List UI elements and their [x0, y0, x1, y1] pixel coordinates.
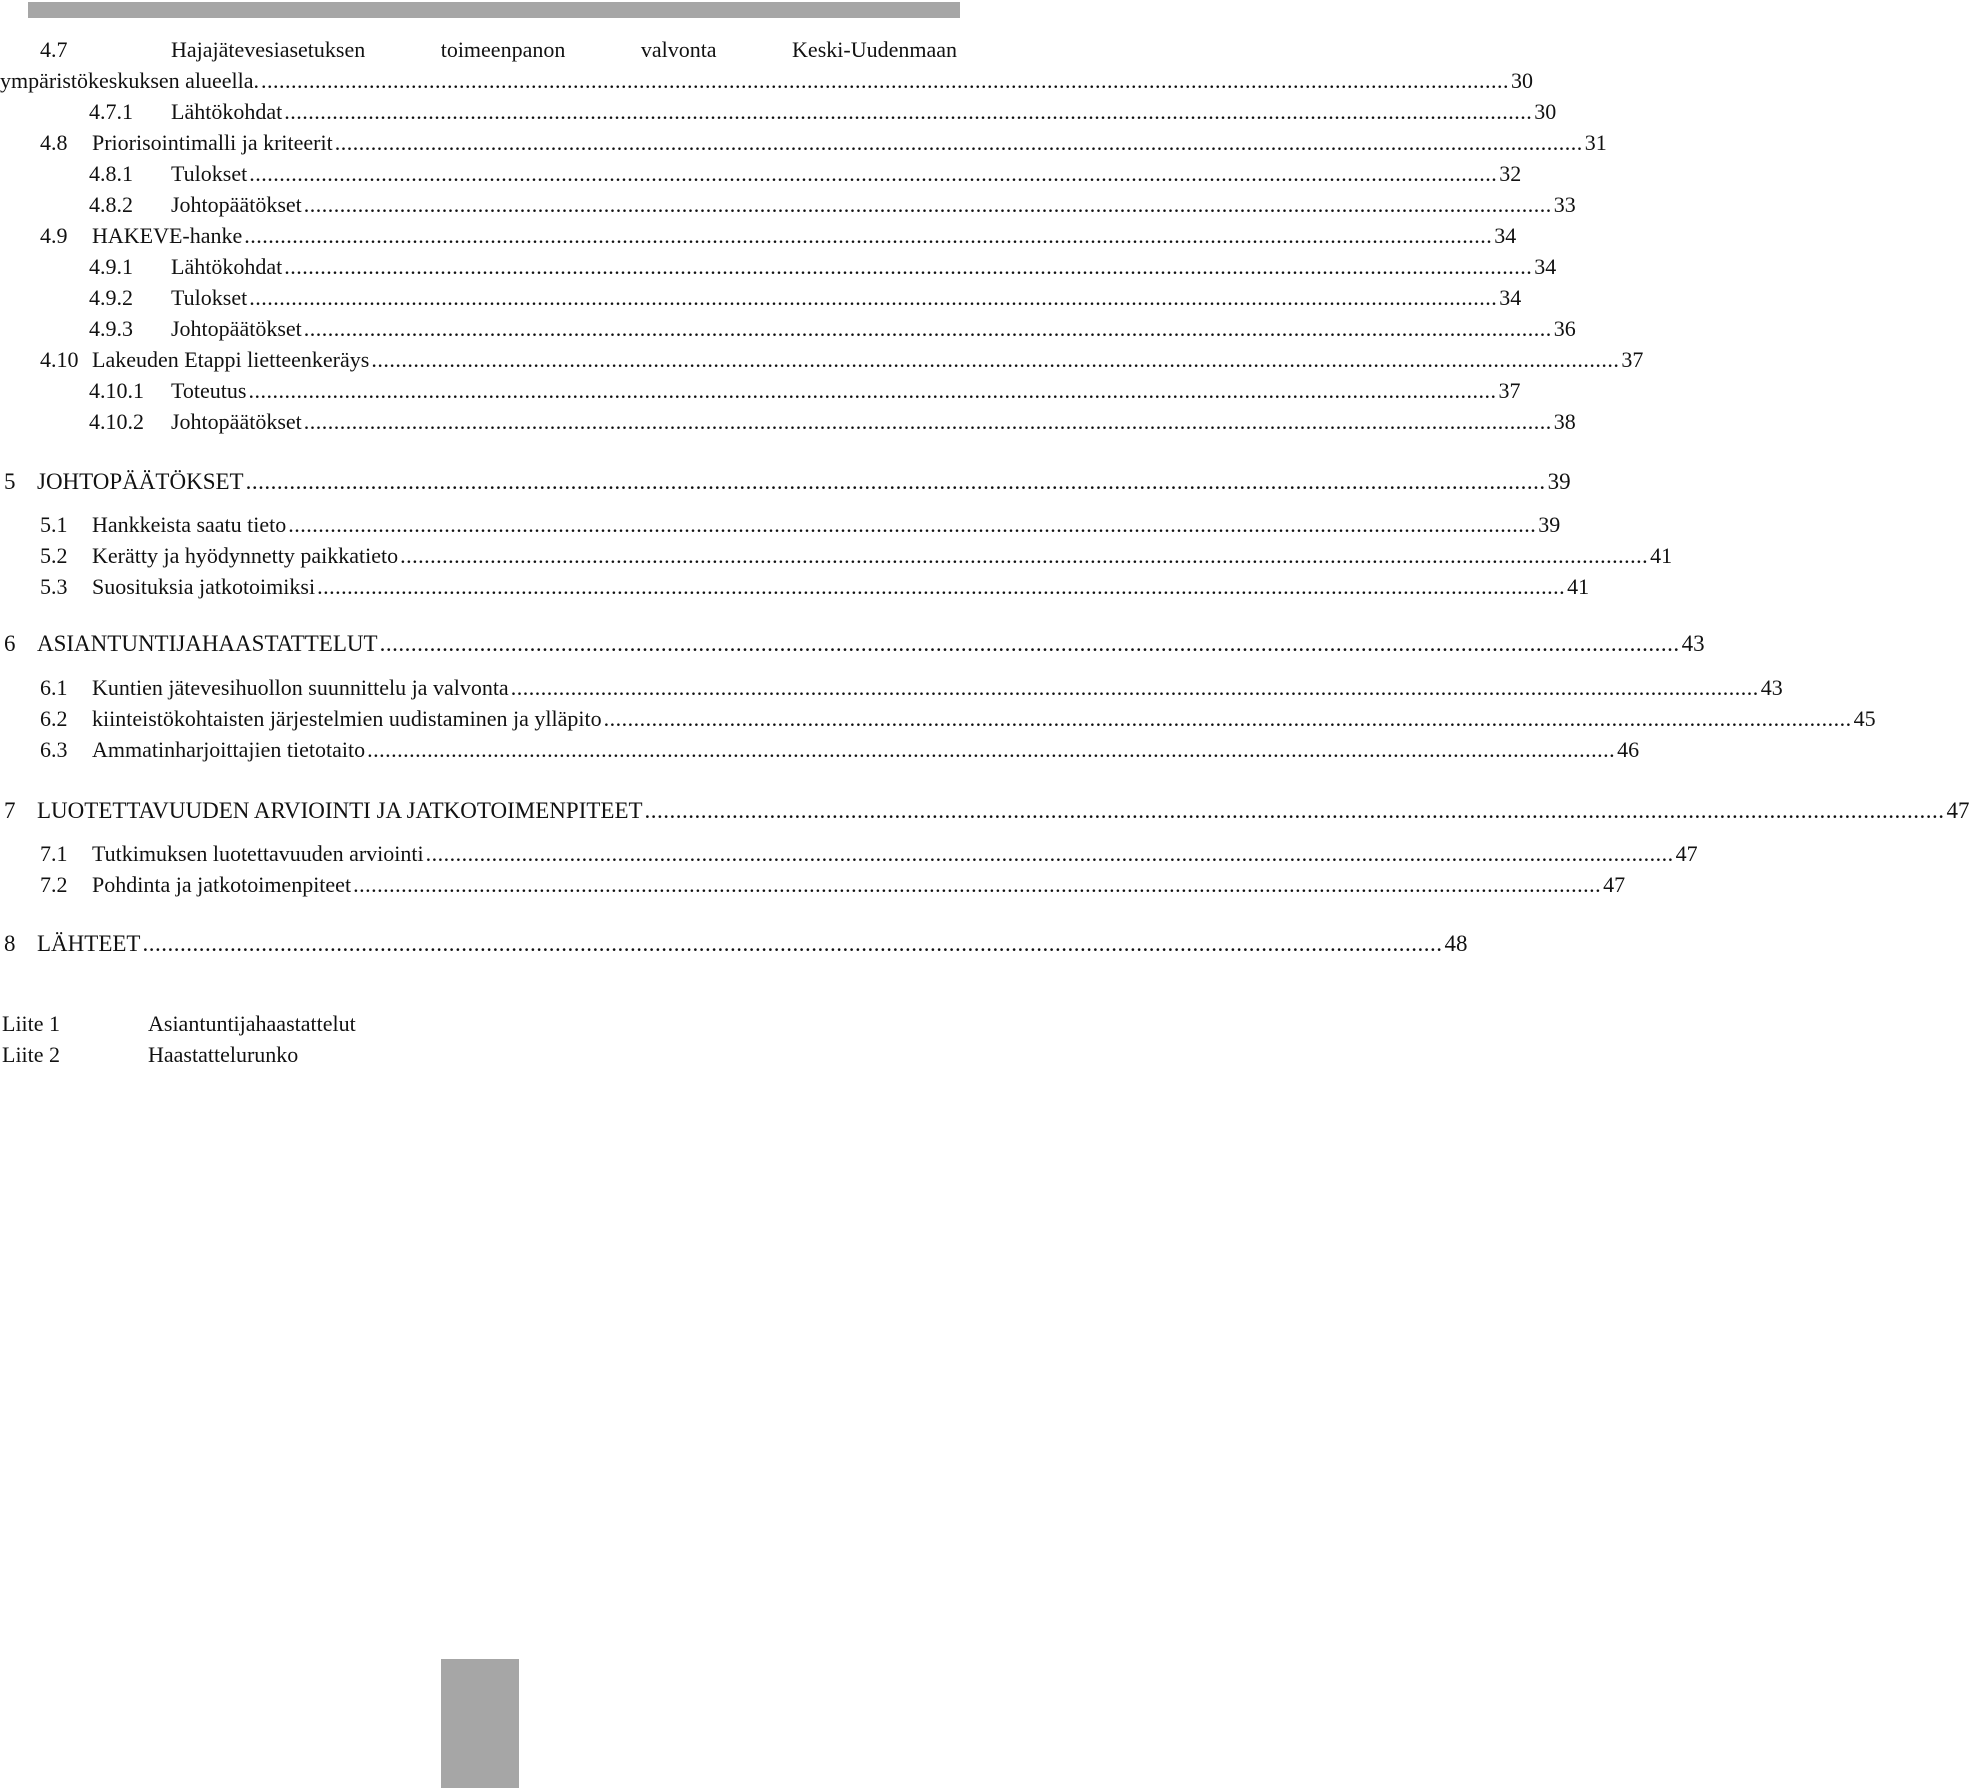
appendix-label: Liite 1	[2, 1011, 61, 1036]
toc-entry[interactable]	[0, 96, 1557, 127]
toc-page: 46	[1617, 737, 1640, 762]
toc-page: 47	[1946, 798, 1970, 823]
toc-title: LÄHTEET	[37, 931, 141, 956]
toc-leader: ................................................................................................................................................................................................................	[510, 675, 1759, 700]
toc-number: 5.3	[40, 574, 68, 599]
toc-word: Keski-Uudenmaan	[792, 37, 957, 62]
toc-number: 4.9.1	[89, 254, 133, 279]
toc-leader: ................................................................................................................................................................................................................	[644, 798, 1945, 823]
toc-leader: ................................................................................................................................................................................................................	[367, 737, 1616, 762]
toc-number: 4.8.1	[89, 161, 133, 186]
toc-number: 8	[4, 931, 16, 956]
toc-title: kiinteistökohtaisten järjestelmien uudistaminen ja ylläpito	[92, 706, 602, 731]
toc-entry[interactable]	[0, 313, 1576, 344]
toc-leader: ................................................................................................................................................................................................................	[353, 872, 1602, 897]
toc-title: Toteutus	[171, 378, 247, 403]
appendix-label: Liite 2	[2, 1042, 61, 1067]
toc-page: 47	[1603, 872, 1626, 897]
toc-entry[interactable]	[0, 282, 1522, 313]
toc-number: 6	[4, 631, 16, 656]
appendix-title: Asiantuntijahaastattelut	[148, 1011, 356, 1036]
toc-entry[interactable]	[0, 509, 1561, 540]
toc-title: Tulokset	[171, 285, 248, 310]
toc-leader: ................................................................................................................................................................................................................	[142, 931, 1443, 956]
page-number-tab	[441, 1659, 519, 1788]
toc-number: 6.1	[40, 675, 68, 700]
toc-title: Lähtökohdat	[171, 99, 283, 124]
toc-title: Hankkeista saatu tieto	[92, 512, 287, 537]
toc-page: 31	[1584, 130, 1607, 155]
toc-page: 37	[1621, 347, 1644, 372]
toc-entry[interactable]	[0, 571, 1590, 602]
toc-title: Johtopäätökset	[171, 316, 302, 341]
toc-title: JOHTOPÄÄTÖKSET	[37, 469, 244, 494]
toc-title: LUOTETTAVUUDEN ARVIOINTI JA JATKOTOIMENPITEET	[37, 798, 643, 823]
toc-page: 41	[1650, 543, 1673, 568]
toc-number: 4.10	[40, 347, 79, 372]
toc-title: Kuntien jätevesihuollon suunnittelu ja valvonta	[92, 675, 509, 700]
toc-leader: ................................................................................................................................................................................................................	[334, 130, 1583, 155]
toc-entry[interactable]	[0, 158, 1522, 189]
toc-leader: ................................................................................................................................................................................................................	[249, 285, 1498, 310]
toc-number: 7.1	[40, 841, 68, 866]
toc-title: Ammatinharjoittajien tietotaito	[92, 737, 366, 762]
toc-page: 30	[1511, 68, 1534, 93]
toc-leader: ................................................................................................................................................................................................................	[244, 223, 1493, 248]
toc-entry[interactable]	[0, 703, 1876, 734]
toc-leader: ................................................................................................................................................................................................................	[284, 254, 1533, 279]
toc-entry[interactable]	[0, 127, 1607, 158]
toc-entry[interactable]	[0, 734, 1640, 765]
toc-page: 41	[1567, 574, 1590, 599]
toc-entry-chapter[interactable]	[0, 628, 1705, 659]
toc-title: HAKEVE-hanke	[92, 223, 243, 248]
toc-entry[interactable]	[0, 375, 1521, 406]
toc-entry[interactable]	[0, 189, 1576, 220]
toc-number: 4.7	[40, 37, 68, 62]
toc-title: Johtopäätökset	[171, 409, 302, 434]
toc-leader: ................................................................................................................................................................................................................	[284, 99, 1533, 124]
toc-entry[interactable]	[0, 540, 1673, 571]
toc-leader: ................................................................................................................................................................................................................	[400, 543, 1649, 568]
toc-entry[interactable]	[0, 869, 1626, 900]
toc-title: Pohdinta ja jatkotoimenpiteet	[92, 872, 352, 897]
toc-number: 4.7.1	[89, 99, 133, 124]
toc-entry[interactable]	[0, 838, 1698, 869]
toc-number: 5.1	[40, 512, 68, 537]
toc-page: 38	[1553, 409, 1576, 434]
toc-number: 4.10.1	[89, 378, 144, 403]
toc-leader: ................................................................................................................................................................................................................	[371, 347, 1620, 372]
toc-page: 32	[1499, 161, 1522, 186]
toc-page: 39	[1538, 512, 1561, 537]
toc-title: Tulokset	[171, 161, 248, 186]
toc-leader: ................................................................................................................................................................................................................	[248, 378, 1497, 403]
toc-page: 47	[1675, 841, 1698, 866]
toc-entry-chapter[interactable]	[0, 795, 1970, 826]
toc-entry-chapter[interactable]	[0, 466, 1571, 497]
toc-number: 4.8.2	[89, 192, 133, 217]
toc-leader: ................................................................................................................................................................................................................	[303, 192, 1552, 217]
toc-number: 4.10.2	[89, 409, 144, 434]
toc-number: 6.2	[40, 706, 68, 731]
toc-leader: ................................................................................................................................................................................................................	[303, 316, 1552, 341]
toc-page: 43	[1760, 675, 1783, 700]
toc-number: 6.3	[40, 737, 68, 762]
toc-word: valvonta	[640, 37, 717, 62]
toc-leader: ................................................................................................................................................................................................................	[245, 469, 1546, 494]
toc-page: 36	[1553, 316, 1576, 341]
header-bar	[28, 2, 960, 18]
toc-number: 4.9.3	[89, 316, 133, 341]
toc-page: 34	[1534, 254, 1557, 279]
toc-title: Kerätty ja hyödynnetty paikkatieto	[92, 543, 399, 568]
toc-entry[interactable]	[0, 220, 1517, 251]
toc-title: Lähtökohdat	[171, 254, 283, 279]
toc-title: Johtopäätökset	[171, 192, 302, 217]
toc-entry[interactable]	[0, 406, 1576, 437]
toc-entry-chapter[interactable]	[0, 928, 1468, 959]
toc-entry-4-7-line1[interactable]	[40, 34, 957, 65]
toc-title: Priorisointimalli ja kriteerit	[92, 130, 333, 155]
toc-leader: ................................................................................................................................................................................................................	[317, 574, 1566, 599]
toc-leader: ................................................................................................................................................................................................................	[249, 161, 1498, 186]
toc-entry[interactable]	[0, 251, 1557, 282]
toc-page: 48	[1444, 931, 1468, 956]
toc-number: 5	[4, 469, 16, 494]
toc-title: Suosituksia jatkotoimiksi	[92, 574, 316, 599]
toc-leader: ................................................................................................................................................................................................................	[303, 409, 1552, 434]
toc-page: 33	[1553, 192, 1576, 217]
appendix-title: Haastattelurunko	[148, 1042, 299, 1067]
toc-entry[interactable]	[0, 344, 1644, 375]
toc-entry[interactable]	[0, 672, 1783, 703]
toc-number: 4.9.2	[89, 285, 133, 310]
toc-number: 4.9	[40, 223, 68, 248]
toc-page: 37	[1498, 378, 1521, 403]
toc-title: Tutkimuksen luotettavuuden arviointi	[92, 841, 424, 866]
toc-page: 43	[1681, 631, 1705, 656]
toc-number: 4.8	[40, 130, 68, 155]
toc-word: Hajajätevesiasetuksen	[170, 37, 366, 62]
toc-title: ympäristökeskuksen alueella.	[0, 68, 260, 93]
toc-title: ASIANTUNTIJAHAASTATTELUT	[37, 631, 378, 656]
toc-page: 30	[1534, 99, 1557, 124]
toc-leader: ................................................................................................................................................................................................................	[261, 68, 1510, 93]
toc-leader: ................................................................................................................................................................................................................	[603, 706, 1852, 731]
toc-page: 34	[1499, 285, 1522, 310]
toc-page: 34	[1494, 223, 1517, 248]
toc-leader: ................................................................................................................................................................................................................	[379, 631, 1680, 656]
toc-entry-4-7-line2[interactable]	[0, 65, 1534, 96]
toc-number: 7.2	[40, 872, 68, 897]
toc-leader: ................................................................................................................................................................................................................	[288, 512, 1537, 537]
toc-page: 45	[1853, 706, 1876, 731]
toc-number: 7	[4, 798, 16, 823]
toc-number: 5.2	[40, 543, 68, 568]
toc-leader: ................................................................................................................................................................................................................	[425, 841, 1674, 866]
toc-title: Lakeuden Etappi lietteenkeräys	[92, 347, 370, 372]
toc-word: toimeenpanon	[440, 37, 566, 62]
toc-page: 39	[1547, 469, 1571, 494]
